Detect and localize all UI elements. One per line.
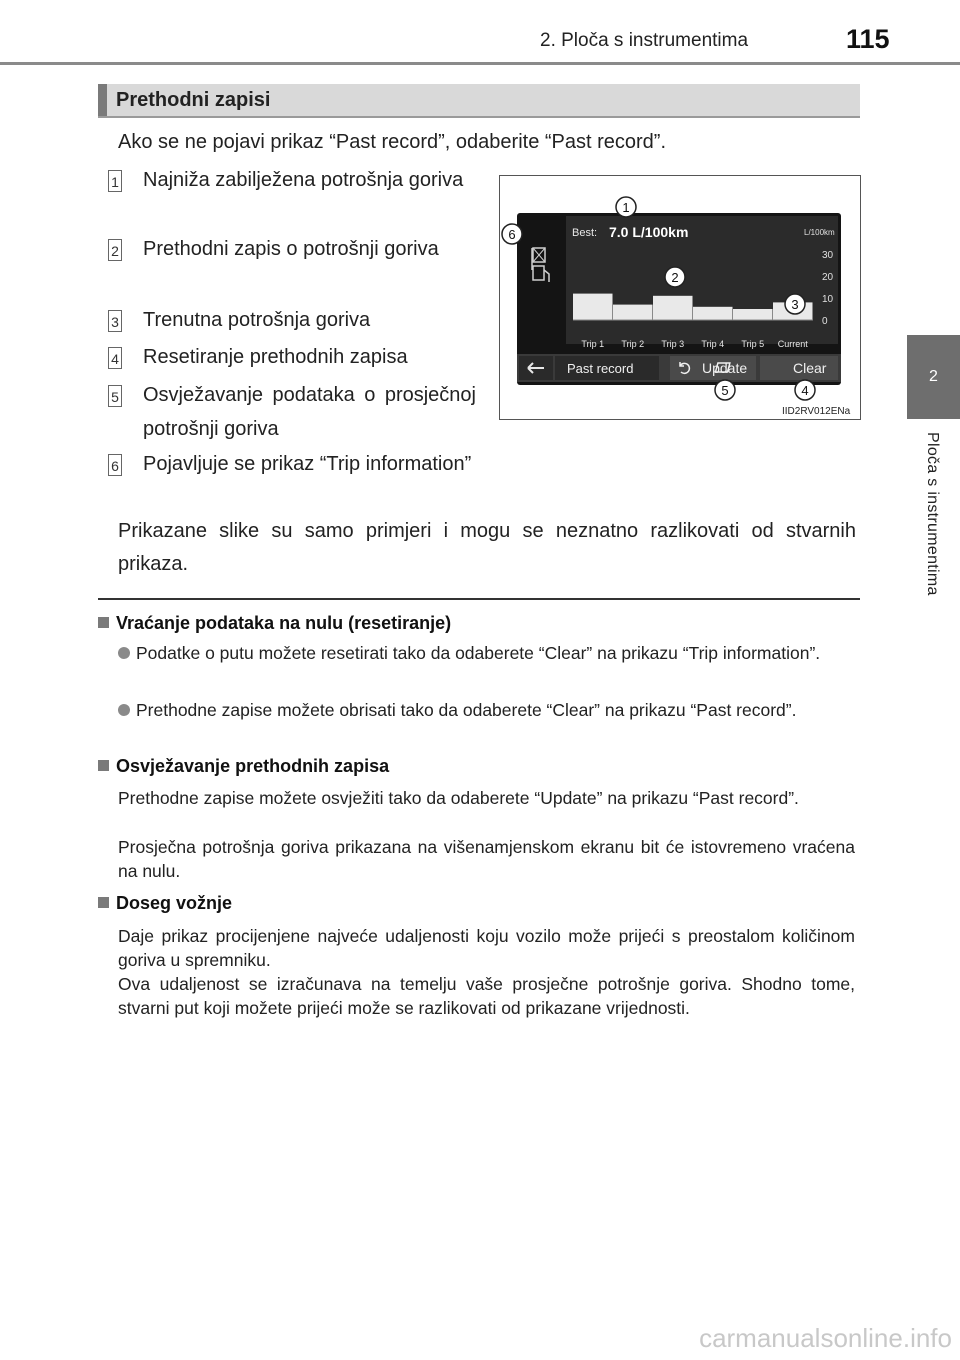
chart-panel — [566, 216, 838, 344]
past-record-screen — [500, 176, 860, 419]
item-number: 3 — [108, 310, 122, 332]
update-heading-text: Osvježavanje prethodnih zapisa — [116, 756, 390, 776]
x-category-label: Trip 2 — [621, 339, 645, 349]
callout-1 — [616, 197, 636, 217]
disclaimer-note: Prikazane slike su samo primjeri i mogu se neznatno razlikovati od stvarnih prikaza. — [118, 520, 856, 575]
svg-text:3: 3 — [791, 297, 799, 312]
item-number: 6 — [108, 454, 122, 476]
chapter-tab — [907, 335, 960, 419]
section-divider — [98, 598, 860, 600]
bar — [573, 294, 613, 320]
update-paragraph-1: Prethodne zapise možete osvježiti tako da odaberete “Update” na prikazu “Past record”. — [118, 788, 799, 808]
bar — [613, 305, 653, 320]
item-text: Najniža zabilježena potrošnja goriva — [143, 169, 464, 191]
item-number: 1 — [108, 170, 122, 192]
y-tick-label: 0 — [822, 316, 828, 327]
section-accent — [98, 84, 107, 116]
item-text: Osvježavanje podataka o prosječnoj potrošnji goriva — [143, 384, 476, 440]
reset-heading-text: Vraćanje podataka na nulu (resetiranje) — [116, 613, 452, 633]
svg-text:2: 2 — [671, 270, 679, 285]
square-bullet-icon — [98, 760, 109, 771]
best-label: Best: — [572, 227, 598, 239]
reset-heading — [98, 613, 451, 634]
callout-6 — [502, 224, 522, 244]
update-button[interactable] — [670, 356, 756, 380]
chapter-tab-number: 2 — [929, 368, 938, 385]
x-category-label: Trip 4 — [701, 339, 725, 349]
item-number: 5 — [108, 385, 122, 407]
item-number: 2 — [108, 239, 122, 261]
list-item — [108, 303, 476, 337]
list-item — [118, 698, 860, 722]
figure-code: IID2RV012ENa — [782, 406, 851, 417]
bar — [693, 307, 733, 320]
range-paragraph-2: Ova udaljenost se izračunava na temelju vaše prosječne potrošnje goriva. Shodno tome, stvarni put koji možete prijeći može se razlikovati od prikazane vrijednosti. — [118, 974, 855, 1018]
square-bullet-icon — [98, 617, 109, 628]
circle-bullet-icon — [118, 704, 130, 716]
update-paragraph-2: Prosječna potrošnja goriva prikazana na višenamjenskom ekranu bit će istovremeno vraćena na nulu. — [118, 837, 855, 881]
chapter-tab-label: Ploča s instrumentima — [924, 432, 941, 596]
chapter-title: 2. Ploča s instrumentima — [540, 30, 749, 51]
bar — [653, 296, 693, 320]
circle-bullet-icon — [118, 647, 130, 659]
bullet-text: Podatke o putu možete resetirati tako da odaberete “Clear” na prikazu “Trip information”. — [136, 643, 821, 663]
intro-text: Ako se ne pojavi prikaz “Past record”, odaberite “Past record”. — [118, 131, 667, 153]
list-item — [108, 447, 476, 481]
list-item — [108, 232, 476, 266]
x-category-label: Current — [777, 339, 808, 349]
header-divider — [0, 62, 960, 65]
item-text: Prethodni zapis o potrošnji goriva — [143, 238, 439, 260]
callout-4 — [795, 380, 815, 400]
svg-text:6: 6 — [508, 227, 516, 242]
item-text: Pojavljuje se prikaz “Trip information” — [143, 453, 472, 475]
callout-3 — [785, 294, 805, 314]
range-paragraph-1: Daje prikaz procijenjene najveće udaljenosti koju vozilo može prijeći s preostalom količinom goriva u spremniku. — [118, 926, 855, 970]
list-item — [108, 378, 476, 446]
list-item — [108, 163, 476, 197]
svg-text:1: 1 — [622, 200, 630, 215]
past-record-label: Past record — [567, 361, 634, 376]
x-category-label: Trip 3 — [661, 339, 685, 349]
clear-label: Clear — [793, 360, 827, 376]
bullet-text: Prethodne zapise možete obrisati tako da odaberete “Clear” na prikazu “Past record”. — [136, 700, 797, 720]
y-tick-label: 30 — [822, 250, 834, 261]
item-text: Resetiranje prethodnih zapisa — [143, 346, 408, 368]
bar — [733, 309, 773, 320]
range-heading-text: Doseg vožnje — [116, 893, 233, 913]
list-item — [108, 340, 476, 374]
watermark: carmanualsonline.info — [699, 1323, 952, 1353]
update-heading — [98, 756, 389, 777]
callout-2 — [665, 267, 685, 287]
x-category-label: Trip 5 — [741, 339, 765, 349]
range-heading — [98, 893, 232, 914]
x-category-label: Trip 1 — [581, 339, 605, 349]
svg-text:5: 5 — [721, 383, 729, 398]
square-bullet-icon — [98, 897, 109, 908]
item-number: 4 — [108, 347, 122, 369]
page-number: 115 — [846, 24, 890, 54]
update-label: Update — [702, 360, 748, 376]
unit-label: L/100km — [804, 228, 835, 237]
back-button[interactable] — [519, 356, 553, 380]
past-record-figure — [499, 175, 861, 420]
item-text: Trenutna potrošnja goriva — [143, 309, 371, 331]
svg-text:4: 4 — [801, 383, 809, 398]
y-tick-label: 10 — [822, 294, 834, 305]
best-value: 7.0 L/100km — [609, 224, 689, 240]
y-tick-label: 20 — [822, 272, 834, 283]
past-record-button[interactable] — [555, 356, 659, 380]
list-item — [118, 641, 860, 665]
callout-5 — [715, 380, 735, 400]
section-title: Prethodni zapisi — [116, 89, 271, 111]
section-title-bar — [98, 84, 860, 118]
